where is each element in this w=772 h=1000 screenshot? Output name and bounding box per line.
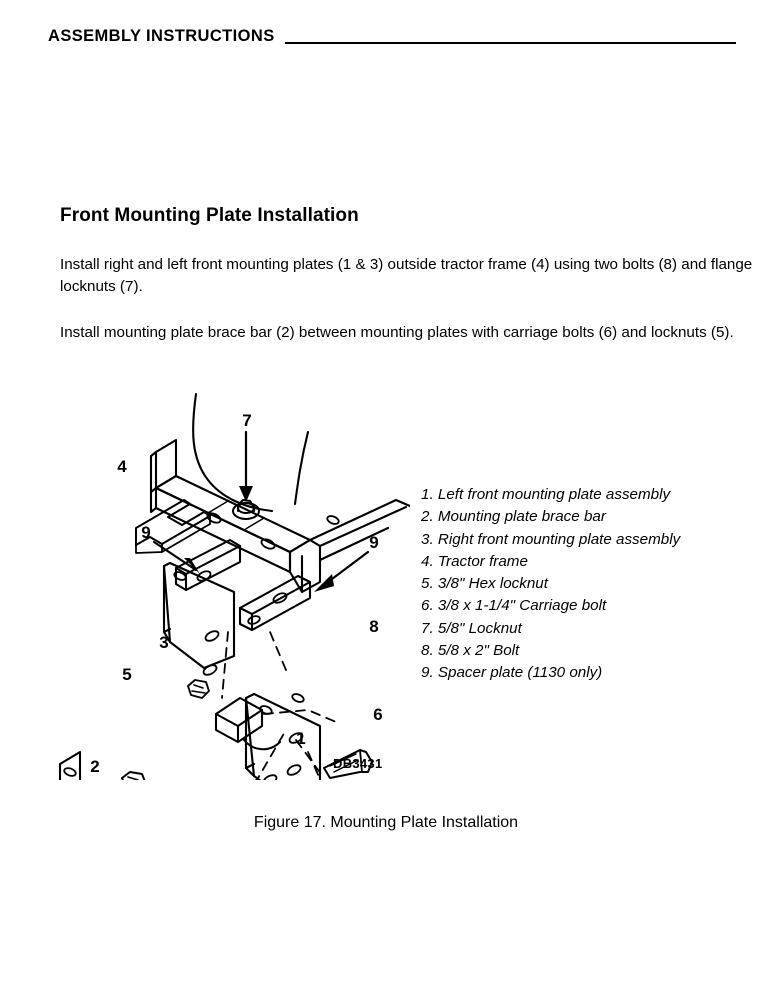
legend-item: 6. 3/8 x 1-1/4" Carriage bolt [421,597,607,615]
hex-locknut-on-plate3 [188,680,209,698]
legend-item: 1. Left front mounting plate assembly [421,486,671,503]
legend-item: 7. 5/8" Locknut [421,619,522,637]
instruction-paragraph-1: Install right and left front mounting plates (1 & 3) outside tractor frame (4) using two bolts (8) and flange locknuts (7). [60,256,753,295]
hex-locknut-part5 [122,772,146,780]
legend-item: 3. Right front mounting plate assembly [421,530,681,548]
callout-1: 1 [296,729,306,748]
callout-leaders [154,432,368,592]
callout-9-right: 9 [369,533,379,552]
spacer-bar-right [240,576,310,630]
assembly-diagram [58,380,410,780]
legend-item: 2. Mounting plate brace bar [421,508,606,526]
legend-item: 9. Spacer plate (1130 only) [421,664,603,682]
callout-8: 8 [369,617,379,636]
drawing-number: DB3431 [333,756,383,771]
tractor-frame-channel [151,440,410,592]
legend-item: 4. Tractor frame [421,552,528,570]
callout-9-left: 9 [141,523,151,542]
header-rule [285,42,736,44]
section-title: Front Mounting Plate Installation [60,205,359,226]
page-header-title: ASSEMBLY INSTRUCTIONS [48,26,275,45]
callout-5: 5 [122,665,132,684]
instruction-paragraph-2: Install mounting plate brace bar (2) between mounting plates with carriage bolts (6) and locknuts (5). [60,324,734,341]
callout-6: 6 [373,705,383,724]
callout-4: 4 [117,457,127,476]
legend-item: 8. 5/8 x 2" Bolt [421,642,520,660]
callout-3: 3 [159,633,169,652]
page-header [48,22,736,50]
brace-bar-part2 [60,752,168,780]
callout-2: 2 [90,757,100,776]
parts-legend [421,484,761,685]
legend-item: 5. 3/8" Hex locknut [421,575,548,593]
callout-7: 7 [242,411,252,430]
figure-caption: Figure 17. Mounting Plate Installation [253,814,519,831]
spacer-bar-left [176,540,240,590]
